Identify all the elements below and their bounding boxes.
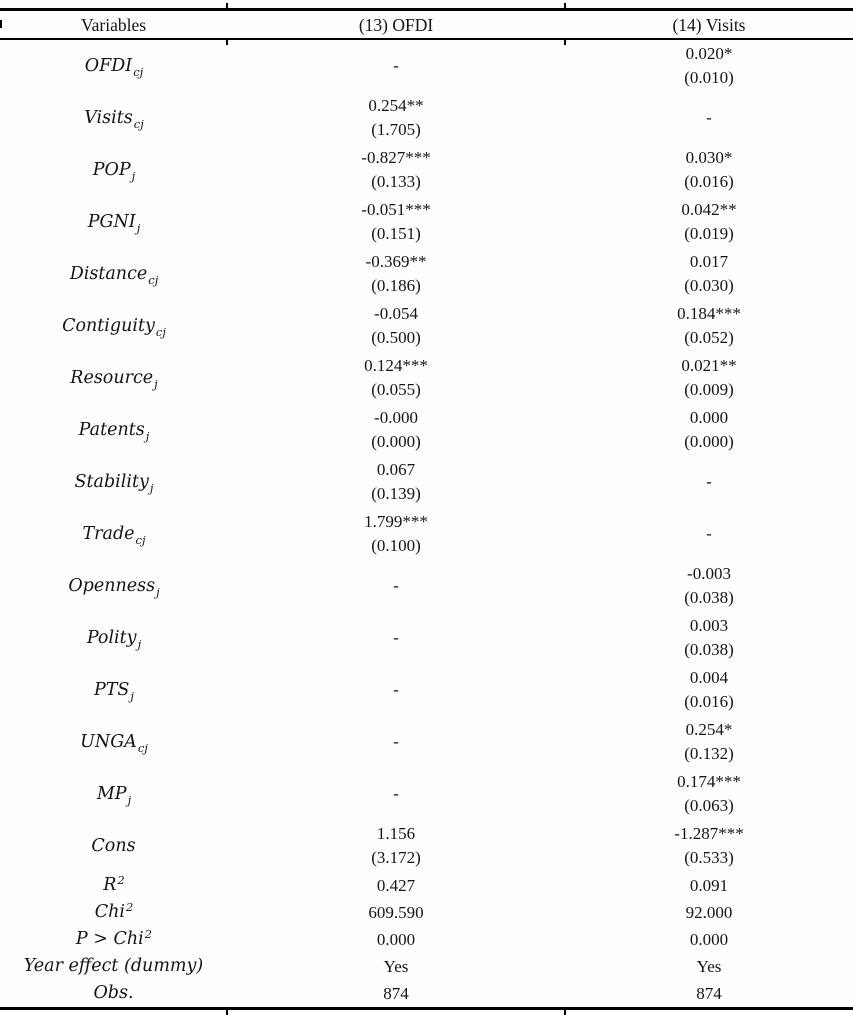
coefficient-value: - [393,784,399,803]
visits-value-cell [565,926,853,953]
ofdi-value-cell [227,926,565,953]
variable-subscript: j [137,636,142,651]
ofdi-value-cell [227,196,565,248]
standard-error: (0.100) [371,536,421,555]
table-row [0,144,853,196]
standard-error: (0.186) [371,276,421,295]
coefficient-value: 0.254** [368,96,424,115]
variable-name: Chi [94,902,125,922]
variable-label [0,953,227,980]
coefficient-value: 0.124*** [364,356,428,375]
standard-error: (0.010) [684,68,734,87]
visits-value-cell [565,612,853,664]
coefficient-value: -0.054 [374,304,418,323]
table-bottom-rule [0,1007,853,1010]
coefficient-value: 92.000 [685,902,733,922]
variable-label [0,768,227,820]
variable-label [0,352,227,404]
ofdi-value-cell [227,560,565,612]
coefficient-value: -0.003 [687,564,731,583]
coefficient-value: 1.156 [376,824,416,843]
ofdi-value-cell [227,248,565,300]
standard-error: (0.016) [684,172,734,191]
variable-name: Stability [74,471,149,492]
ofdi-value-cell [227,664,565,716]
column-border-tick [226,40,228,45]
coefficient-value: 0.254* [685,720,733,739]
table-row [0,560,853,612]
standard-error: (0.533) [684,848,734,867]
table-row [0,456,853,508]
visits-value-cell [565,664,853,716]
coefficient-value: 609.590 [368,902,424,922]
table-row [0,899,853,926]
variable-name: UNGA [80,731,137,752]
variable-label [0,300,227,352]
coefficient-value: 1.799*** [364,512,428,531]
coefficient-value: 0.004 [689,668,729,687]
table-header-row [0,11,853,38]
standard-error: (0.500) [371,328,421,347]
coefficient-value: - [393,732,399,751]
coefficient-value: - [706,108,712,127]
header-model-13-ofdi: (13) OFDI [358,14,434,35]
visits-value-cell [565,980,853,1007]
ofdi-value-cell [227,456,565,508]
variable-label [0,144,227,196]
variable-label [0,926,227,953]
variable-label [0,404,227,456]
visits-value-cell [565,872,853,899]
standard-error: (0.055) [371,380,421,399]
standard-error: (0.151) [371,224,421,243]
ofdi-value-cell [227,872,565,899]
variable-label [0,612,227,664]
variable-name: R [103,875,117,895]
standard-error: (3.172) [371,848,421,867]
coefficient-value: 0.427 [376,875,416,895]
standard-error: (0.030) [684,276,734,295]
coefficient-value: 0.020* [685,44,733,63]
column-border-tick [564,1010,566,1015]
coefficient-value: - [393,628,399,647]
ofdi-value-cell [227,300,565,352]
header-variables: Variables [80,14,147,35]
standard-error: (0.016) [684,692,734,711]
table-row [0,872,853,899]
table-row [0,40,853,92]
visits-value-cell [565,40,853,92]
coefficient-value: - [706,524,712,543]
variable-subscript: j [156,584,160,599]
ofdi-value-cell [227,508,565,560]
variable-subscript: j [130,688,134,703]
coefficient-value: -0.827*** [361,148,431,167]
table-row [0,248,853,300]
variable-subscript: cj [155,324,166,339]
variable-label [0,40,227,92]
variable-subscript: cj [135,532,146,547]
visits-value-cell [565,352,853,404]
table-row [0,980,853,1007]
variable-label [0,899,227,926]
visits-value-cell [565,768,853,820]
visits-value-cell [565,820,853,872]
standard-error: (0.000) [684,432,734,451]
ofdi-value-cell [227,953,565,980]
coefficient-value: Yes [383,956,409,976]
standard-error: (0.052) [684,328,734,347]
coefficient-value: Yes [696,956,722,976]
variable-name: Polity [86,627,137,648]
standard-error: (0.000) [371,432,421,451]
ofdi-value-cell [227,980,565,1007]
variable-subscript: cj [133,116,144,131]
standard-error: (0.009) [684,380,734,399]
variable-subscript: j [131,168,136,183]
table-row [0,612,853,664]
variable-subscript: j [145,428,150,443]
variable-name: Year effect (dummy) [23,956,204,976]
variable-subscript: cj [137,740,148,755]
table-row [0,820,853,872]
visits-value-cell [565,196,853,248]
visits-value-cell [565,300,853,352]
coefficient-value: - [393,576,399,595]
variable-name: Distance [69,263,148,284]
left-border-tick [0,20,2,28]
visits-value-cell [565,953,853,980]
ofdi-value-cell [227,144,565,196]
ofdi-value-cell [227,820,565,872]
variable-name: MP [96,783,127,804]
table-body [0,40,853,1007]
column-border-tick [226,3,228,8]
column-border-tick [564,3,566,8]
table-row [0,508,853,560]
variable-name: Cons [91,835,136,856]
variable-subscript: j [149,480,154,495]
variable-subscript: j [136,220,141,235]
coefficient-value: - [393,56,399,75]
variable-label [0,560,227,612]
variable-label [0,716,227,768]
coefficient-value: 0.091 [689,875,729,895]
coefficient-value: 0.042** [681,200,737,219]
table-row [0,300,853,352]
visits-value-cell [565,508,853,560]
variable-label [0,196,227,248]
variable-label [0,980,227,1007]
standard-error: (0.132) [684,744,734,763]
variable-name: Patents [78,419,145,440]
column-border-tick [226,1010,228,1015]
variable-label [0,820,227,872]
variable-subscript: j [127,792,132,807]
variable-subscript: cj [148,272,159,287]
variable-label [0,248,227,300]
variable-name: Openness [68,575,156,596]
standard-error: (1.705) [371,120,421,139]
table-row [0,404,853,456]
coefficient-value: -0.051*** [361,200,431,219]
visits-value-cell [565,899,853,926]
variable-label [0,92,227,144]
standard-error: (0.133) [371,172,421,191]
standard-error: (0.063) [684,796,734,815]
variable-name: OFDI [84,55,133,76]
coefficient-value: 0.067 [376,460,416,479]
coefficient-value: 0.000 [376,929,416,949]
coefficient-value: -0.000 [374,408,418,427]
ofdi-value-cell [227,899,565,926]
variable-subscript: cj [133,64,144,79]
variable-name: Trade [82,523,135,544]
visits-value-cell [565,560,853,612]
table-row [0,716,853,768]
table-row [0,352,853,404]
variable-name: PGNI [87,211,136,232]
variable-label [0,508,227,560]
variable-name: POP [92,159,131,180]
coefficient-value: 0.174*** [677,772,741,791]
coefficient-value: -1.287*** [674,824,744,843]
visits-value-cell [565,92,853,144]
variable-name: Obs. [93,983,134,1003]
table-row [0,92,853,144]
variable-label [0,664,227,716]
coefficient-value: 874 [383,983,409,1003]
coefficient-value: 874 [696,983,722,1003]
variable-name: PTS [93,679,130,700]
standard-error: (0.038) [684,588,734,607]
variable-superscript: 2 [117,873,125,887]
table-row [0,664,853,716]
coefficient-value: 0.184*** [677,304,741,323]
variable-name: Resource [70,367,154,388]
table-row [0,768,853,820]
ofdi-value-cell [227,352,565,404]
standard-error: (0.019) [684,224,734,243]
standard-error: (0.139) [371,484,421,503]
coefficient-value: 0.017 [689,252,729,271]
ofdi-value-cell [227,716,565,768]
ofdi-value-cell [227,40,565,92]
table-row [0,196,853,248]
visits-value-cell [565,456,853,508]
standard-error: (0.038) [684,640,734,659]
variable-name: Contiguity [62,315,155,336]
coefficient-value: 0.000 [689,929,729,949]
variable-label [0,872,227,899]
table-row [0,953,853,980]
table-row [0,926,853,953]
variable-superscript: 2 [125,900,134,914]
visits-value-cell [565,404,853,456]
variable-label [0,456,227,508]
variable-subscript: j [154,376,158,391]
column-border-tick [564,40,566,45]
ofdi-value-cell [227,404,565,456]
ofdi-value-cell [227,92,565,144]
coefficient-value: - [393,680,399,699]
visits-value-cell [565,248,853,300]
coefficient-value: 0.021** [681,356,737,375]
variable-superscript: 2 [144,927,153,941]
variable-name: P > Chi [75,929,144,949]
coefficient-value: - [706,472,712,491]
visits-value-cell [565,716,853,768]
visits-value-cell [565,144,853,196]
ofdi-value-cell [227,612,565,664]
coefficient-value: 0.003 [689,616,729,635]
variable-name: Visits [84,107,133,128]
coefficient-value: -0.369** [365,252,427,271]
coefficient-value: 0.000 [689,408,729,427]
coefficient-value: 0.030* [685,148,733,167]
ofdi-value-cell [227,768,565,820]
header-model-14-visits: (14) Visits [672,14,746,35]
